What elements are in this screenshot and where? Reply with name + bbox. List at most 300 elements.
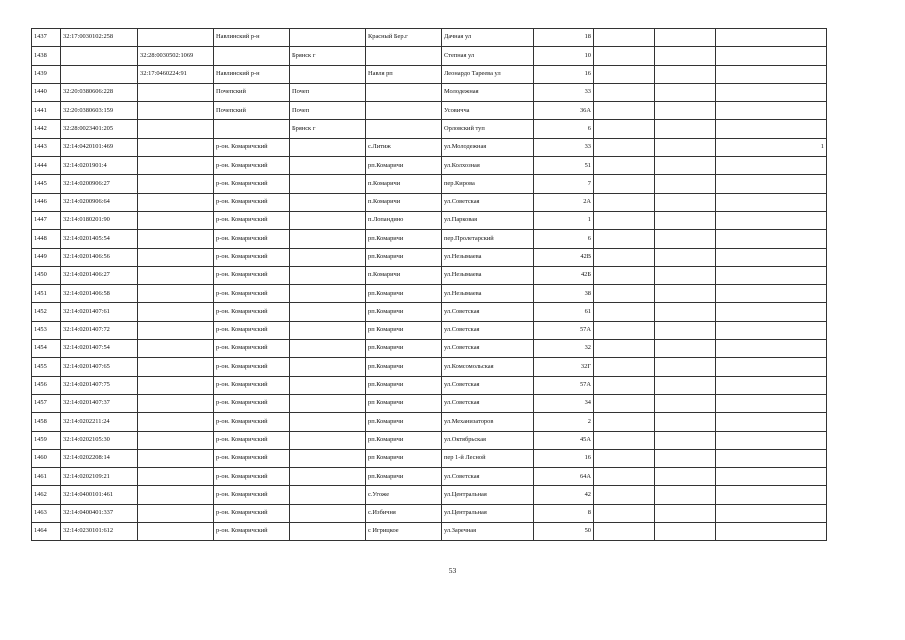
settlement-cell: с.Избичня	[366, 504, 442, 522]
cadastral-number-cell: 32:14:0201407:72	[61, 321, 138, 339]
city-cell	[290, 394, 366, 412]
extra-cell-1	[594, 266, 655, 284]
extra-cell-2	[655, 230, 716, 248]
extra-cell-3	[716, 248, 827, 266]
row-number-cell: 1438	[32, 47, 61, 65]
city-cell: Брянск г	[290, 47, 366, 65]
house-number-cell: 32Г	[534, 358, 594, 376]
extra-cell-2	[655, 102, 716, 120]
extra-cell-2	[655, 449, 716, 467]
settlement-cell: с.Литиж	[366, 138, 442, 156]
row-number-cell: 1450	[32, 266, 61, 284]
cadastral-number-alt-cell: 32:28:0030502:1069	[138, 47, 214, 65]
row-number-cell: 1461	[32, 468, 61, 486]
city-cell	[290, 523, 366, 541]
extra-cell-3	[716, 431, 827, 449]
settlement-cell: рп.Комаричи	[366, 157, 442, 175]
records-table	[31, 28, 827, 541]
settlement-cell: п.Комаричи	[366, 193, 442, 211]
table-row	[32, 138, 827, 156]
street-cell: ул.Незымаева	[442, 285, 534, 303]
extra-cell-2	[655, 486, 716, 504]
cadastral-number-alt-cell	[138, 486, 214, 504]
cadastral-number-cell: 32:14:0201407:61	[61, 303, 138, 321]
extra-cell-1	[594, 120, 655, 138]
district-cell: р-он. Комаричский	[214, 486, 290, 504]
street-cell: пер.Пролетарский	[442, 230, 534, 248]
house-number-cell: 36А	[534, 102, 594, 120]
extra-cell-3	[716, 340, 827, 358]
district-cell: р-он. Комаричский	[214, 340, 290, 358]
city-cell	[290, 504, 366, 522]
extra-cell-3	[716, 449, 827, 467]
settlement-cell: рп.Комаричи	[366, 413, 442, 431]
table-row	[32, 29, 827, 47]
extra-cell-2	[655, 321, 716, 339]
cadastral-number-cell: 32:14:0180201:90	[61, 211, 138, 229]
extra-cell-3	[716, 523, 827, 541]
settlement-cell: Навля рп	[366, 65, 442, 83]
street-cell: ул.Советская	[442, 193, 534, 211]
cadastral-number-alt-cell	[138, 175, 214, 193]
extra-cell-2	[655, 248, 716, 266]
extra-cell-1	[594, 138, 655, 156]
cadastral-number-cell: 32:14:0202109:21	[61, 468, 138, 486]
settlement-cell: рп Комаричи	[366, 321, 442, 339]
table-row	[32, 504, 827, 522]
settlement-cell: рп.Комаричи	[366, 358, 442, 376]
table-row	[32, 394, 827, 412]
city-cell	[290, 431, 366, 449]
house-number-cell: 2А	[534, 193, 594, 211]
cadastral-number-cell: 32:14:0201406:58	[61, 285, 138, 303]
city-cell	[290, 65, 366, 83]
extra-cell-2	[655, 138, 716, 156]
extra-cell-1	[594, 340, 655, 358]
row-number-cell: 1439	[32, 65, 61, 83]
extra-cell-1	[594, 376, 655, 394]
table-row	[32, 376, 827, 394]
settlement-cell: рп.Комаричи	[366, 340, 442, 358]
house-number-cell: 18	[534, 29, 594, 47]
street-cell: ул.Советская	[442, 340, 534, 358]
extra-cell-1	[594, 230, 655, 248]
city-cell	[290, 340, 366, 358]
city-cell	[290, 193, 366, 211]
extra-cell-3	[716, 175, 827, 193]
house-number-cell: 38	[534, 285, 594, 303]
district-cell: р-он. Комаричский	[214, 157, 290, 175]
settlement-cell: п.Лопандино	[366, 211, 442, 229]
cadastral-number-alt-cell	[138, 376, 214, 394]
district-cell: р-он. Комаричский	[214, 431, 290, 449]
cadastral-number-alt-cell	[138, 193, 214, 211]
district-cell: р-он. Комаричский	[214, 230, 290, 248]
house-number-cell: 6	[534, 230, 594, 248]
page-number: 53	[448, 566, 457, 575]
extra-cell-2	[655, 211, 716, 229]
cadastral-number-alt-cell	[138, 394, 214, 412]
extra-cell-1	[594, 321, 655, 339]
cadastral-number-cell: 32:14:0420101:469	[61, 138, 138, 156]
street-cell: Дачная ул	[442, 29, 534, 47]
extra-cell-3	[716, 303, 827, 321]
row-number-cell: 1443	[32, 138, 61, 156]
extra-cell-2	[655, 175, 716, 193]
settlement-cell	[366, 102, 442, 120]
extra-cell-1	[594, 157, 655, 175]
house-number-cell: 57А	[534, 321, 594, 339]
settlement-cell	[366, 120, 442, 138]
house-number-cell: 42В	[534, 248, 594, 266]
extra-cell-2	[655, 303, 716, 321]
extra-cell-3	[716, 29, 827, 47]
city-cell	[290, 29, 366, 47]
cadastral-number-alt-cell	[138, 523, 214, 541]
cadastral-number-alt-cell	[138, 468, 214, 486]
district-cell: Почепский	[214, 83, 290, 101]
cadastral-number-cell: 32:20:0380603:159	[61, 102, 138, 120]
house-number-cell: 51	[534, 157, 594, 175]
extra-cell-1	[594, 413, 655, 431]
extra-cell-2	[655, 340, 716, 358]
row-number-cell: 1449	[32, 248, 61, 266]
city-cell	[290, 486, 366, 504]
extra-cell-1	[594, 29, 655, 47]
settlement-cell: рп.Комаричи	[366, 468, 442, 486]
row-number-cell: 1464	[32, 523, 61, 541]
settlement-cell: рп.Комаричи	[366, 285, 442, 303]
cadastral-number-cell: 32:14:0201901:4	[61, 157, 138, 175]
house-number-cell: 7	[534, 175, 594, 193]
cadastral-number-cell: 32:28:0023401:205	[61, 120, 138, 138]
extra-cell-2	[655, 83, 716, 101]
street-cell: ул.Советская	[442, 321, 534, 339]
row-number-cell: 1452	[32, 303, 61, 321]
cadastral-number-cell: 32:14:0201407:75	[61, 376, 138, 394]
row-number-cell: 1459	[32, 431, 61, 449]
city-cell	[290, 157, 366, 175]
street-cell: ул.Механизаторов	[442, 413, 534, 431]
city-cell	[290, 413, 366, 431]
extra-cell-1	[594, 394, 655, 412]
table-row	[32, 157, 827, 175]
district-cell: р-он. Комаричский	[214, 175, 290, 193]
house-number-cell: 45А	[534, 431, 594, 449]
street-cell: Орловский туп	[442, 120, 534, 138]
house-number-cell: 42Б	[534, 266, 594, 284]
street-cell: ул.Советская	[442, 303, 534, 321]
extra-cell-3	[716, 83, 827, 101]
extra-cell-3	[716, 321, 827, 339]
row-number-cell: 1448	[32, 230, 61, 248]
extra-cell-1	[594, 468, 655, 486]
cadastral-number-cell: 32:20:0380606:228	[61, 83, 138, 101]
cadastral-number-alt-cell	[138, 358, 214, 376]
extra-cell-1	[594, 486, 655, 504]
extra-cell-2	[655, 376, 716, 394]
city-cell	[290, 248, 366, 266]
table-row	[32, 193, 827, 211]
row-number-cell: 1462	[32, 486, 61, 504]
extra-cell-3: 1	[716, 138, 827, 156]
extra-cell-3	[716, 376, 827, 394]
settlement-cell: п.Комаричи	[366, 175, 442, 193]
cadastral-number-alt-cell	[138, 102, 214, 120]
table-row	[32, 468, 827, 486]
cadastral-number-alt-cell	[138, 29, 214, 47]
row-number-cell: 1463	[32, 504, 61, 522]
extra-cell-1	[594, 175, 655, 193]
house-number-cell: 16	[534, 65, 594, 83]
extra-cell-2	[655, 285, 716, 303]
house-number-cell: 61	[534, 303, 594, 321]
table-row	[32, 340, 827, 358]
street-cell: ул.Советская	[442, 376, 534, 394]
table-row	[32, 65, 827, 83]
extra-cell-1	[594, 102, 655, 120]
table-row	[32, 102, 827, 120]
street-cell: пер.Кирова	[442, 175, 534, 193]
house-number-cell: 10	[534, 47, 594, 65]
street-cell: ул.Комсомольская	[442, 358, 534, 376]
extra-cell-3	[716, 413, 827, 431]
cadastral-number-alt-cell	[138, 303, 214, 321]
city-cell: Почеп	[290, 102, 366, 120]
extra-cell-2	[655, 504, 716, 522]
table-row	[32, 523, 827, 541]
row-number-cell: 1445	[32, 175, 61, 193]
table-row	[32, 413, 827, 431]
district-cell	[214, 47, 290, 65]
extra-cell-1	[594, 193, 655, 211]
settlement-cell	[366, 47, 442, 65]
records-table-body	[32, 29, 827, 541]
extra-cell-2	[655, 157, 716, 175]
district-cell: Почепский	[214, 102, 290, 120]
cadastral-number-cell	[61, 65, 138, 83]
street-cell: ул.Центральная	[442, 504, 534, 522]
city-cell	[290, 266, 366, 284]
extra-cell-2	[655, 431, 716, 449]
city-cell	[290, 303, 366, 321]
table-row	[32, 486, 827, 504]
cadastral-number-cell: 32:14:0400401:337	[61, 504, 138, 522]
row-number-cell: 1442	[32, 120, 61, 138]
cadastral-number-cell: 32:14:0200906:64	[61, 193, 138, 211]
extra-cell-2	[655, 358, 716, 376]
cadastral-number-alt-cell: 32:17:0460224:91	[138, 65, 214, 83]
cadastral-number-cell: 32:14:0202208:14	[61, 449, 138, 467]
extra-cell-3	[716, 230, 827, 248]
table-row	[32, 449, 827, 467]
extra-cell-2	[655, 29, 716, 47]
extra-cell-2	[655, 120, 716, 138]
table-row	[32, 266, 827, 284]
extra-cell-2	[655, 47, 716, 65]
cadastral-number-alt-cell	[138, 248, 214, 266]
row-number-cell: 1455	[32, 358, 61, 376]
cadastral-number-alt-cell	[138, 83, 214, 101]
street-cell: ул.Советская	[442, 468, 534, 486]
cadastral-number-cell: 32:14:0202211:24	[61, 413, 138, 431]
district-cell: Навлинский р-н	[214, 65, 290, 83]
house-number-cell: 32	[534, 340, 594, 358]
cadastral-number-alt-cell	[138, 504, 214, 522]
row-number-cell: 1458	[32, 413, 61, 431]
cadastral-number-alt-cell	[138, 266, 214, 284]
extra-cell-1	[594, 248, 655, 266]
settlement-cell: рп Комаричи	[366, 394, 442, 412]
cadastral-number-cell: 32:14:0400101:461	[61, 486, 138, 504]
city-cell	[290, 138, 366, 156]
extra-cell-2	[655, 468, 716, 486]
extra-cell-3	[716, 358, 827, 376]
cadastral-number-cell: 32:14:0201407:37	[61, 394, 138, 412]
extra-cell-3	[716, 504, 827, 522]
street-cell: ул.Парковая	[442, 211, 534, 229]
house-number-cell: 57А	[534, 376, 594, 394]
street-cell: Молодежная	[442, 83, 534, 101]
table-row	[32, 120, 827, 138]
house-number-cell: 50	[534, 523, 594, 541]
district-cell: р-он. Комаричский	[214, 285, 290, 303]
district-cell: р-он. Комаричский	[214, 376, 290, 394]
district-cell: р-он. Комаричский	[214, 321, 290, 339]
street-cell: Усовичча	[442, 102, 534, 120]
extra-cell-1	[594, 211, 655, 229]
settlement-cell: рп.Комаричи	[366, 230, 442, 248]
street-cell: ул.Незымаева	[442, 266, 534, 284]
city-cell	[290, 468, 366, 486]
extra-cell-3	[716, 120, 827, 138]
table-row	[32, 83, 827, 101]
settlement-cell: рп Комаричи	[366, 449, 442, 467]
district-cell: р-он. Комаричский	[214, 211, 290, 229]
row-number-cell: 1456	[32, 376, 61, 394]
cadastral-number-cell	[61, 47, 138, 65]
house-number-cell: 33	[534, 83, 594, 101]
city-cell	[290, 376, 366, 394]
extra-cell-2	[655, 523, 716, 541]
settlement-cell: с.Угоже	[366, 486, 442, 504]
district-cell: р-он. Комаричский	[214, 358, 290, 376]
cadastral-number-alt-cell	[138, 120, 214, 138]
cadastral-number-cell: 32:14:0201406:56	[61, 248, 138, 266]
extra-cell-1	[594, 83, 655, 101]
extra-cell-3	[716, 102, 827, 120]
table-row	[32, 47, 827, 65]
house-number-cell: 64А	[534, 468, 594, 486]
table-row	[32, 321, 827, 339]
extra-cell-2	[655, 266, 716, 284]
extra-cell-3	[716, 211, 827, 229]
house-number-cell: 34	[534, 394, 594, 412]
row-number-cell: 1460	[32, 449, 61, 467]
district-cell: р-он. Комаричский	[214, 413, 290, 431]
street-cell: ул.Центральная	[442, 486, 534, 504]
row-number-cell: 1451	[32, 285, 61, 303]
extra-cell-3	[716, 285, 827, 303]
cadastral-number-cell: 32:14:0201407:54	[61, 340, 138, 358]
street-cell: ул.Советская	[442, 394, 534, 412]
extra-cell-2	[655, 413, 716, 431]
settlement-cell: рп.Комаричи	[366, 376, 442, 394]
table-row	[32, 230, 827, 248]
district-cell	[214, 120, 290, 138]
extra-cell-1	[594, 303, 655, 321]
extra-cell-2	[655, 65, 716, 83]
street-cell: пер 1-й Лесной	[442, 449, 534, 467]
row-number-cell: 1446	[32, 193, 61, 211]
street-cell: ул.Молодежная	[442, 138, 534, 156]
cadastral-number-alt-cell	[138, 285, 214, 303]
extra-cell-1	[594, 431, 655, 449]
house-number-cell: 1	[534, 211, 594, 229]
district-cell: р-он. Комаричский	[214, 138, 290, 156]
table-row	[32, 303, 827, 321]
cadastral-number-alt-cell	[138, 230, 214, 248]
district-cell: р-он. Комаричский	[214, 248, 290, 266]
extra-cell-3	[716, 266, 827, 284]
district-cell: р-он. Комаричский	[214, 468, 290, 486]
extra-cell-3	[716, 193, 827, 211]
extra-cell-3	[716, 468, 827, 486]
district-cell: Навлинский р-н	[214, 29, 290, 47]
settlement-cell	[366, 83, 442, 101]
table-row	[32, 248, 827, 266]
settlement-cell: п.Комаричи	[366, 266, 442, 284]
city-cell	[290, 230, 366, 248]
settlement-cell: рп.Комаричи	[366, 248, 442, 266]
street-cell: Степная ул	[442, 47, 534, 65]
street-cell: ул.Незымаева	[442, 248, 534, 266]
settlement-cell: с Игрицкое	[366, 523, 442, 541]
extra-cell-1	[594, 285, 655, 303]
extra-cell-3	[716, 157, 827, 175]
district-cell: р-он. Комаричский	[214, 193, 290, 211]
cadastral-number-cell: 32:14:0201406:27	[61, 266, 138, 284]
row-number-cell: 1437	[32, 29, 61, 47]
city-cell	[290, 175, 366, 193]
city-cell	[290, 321, 366, 339]
extra-cell-3	[716, 486, 827, 504]
street-cell: ул.Октябрьская	[442, 431, 534, 449]
district-cell: р-он. Комаричский	[214, 303, 290, 321]
cadastral-number-cell: 32:14:0201407:65	[61, 358, 138, 376]
cadastral-number-alt-cell	[138, 449, 214, 467]
city-cell	[290, 449, 366, 467]
extra-cell-3	[716, 65, 827, 83]
cadastral-number-alt-cell	[138, 340, 214, 358]
extra-cell-1	[594, 523, 655, 541]
district-cell: р-он. Комаричский	[214, 504, 290, 522]
city-cell	[290, 358, 366, 376]
row-number-cell: 1440	[32, 83, 61, 101]
cadastral-number-cell: 32:14:0200906:27	[61, 175, 138, 193]
city-cell	[290, 211, 366, 229]
city-cell	[290, 285, 366, 303]
house-number-cell: 33	[534, 138, 594, 156]
cadastral-number-alt-cell	[138, 211, 214, 229]
table-row	[32, 358, 827, 376]
row-number-cell: 1453	[32, 321, 61, 339]
district-cell: р-он. Комаричский	[214, 394, 290, 412]
street-cell: ул.Колхозная	[442, 157, 534, 175]
extra-cell-1	[594, 65, 655, 83]
row-number-cell: 1444	[32, 157, 61, 175]
cadastral-number-cell: 32:14:0230101:612	[61, 523, 138, 541]
